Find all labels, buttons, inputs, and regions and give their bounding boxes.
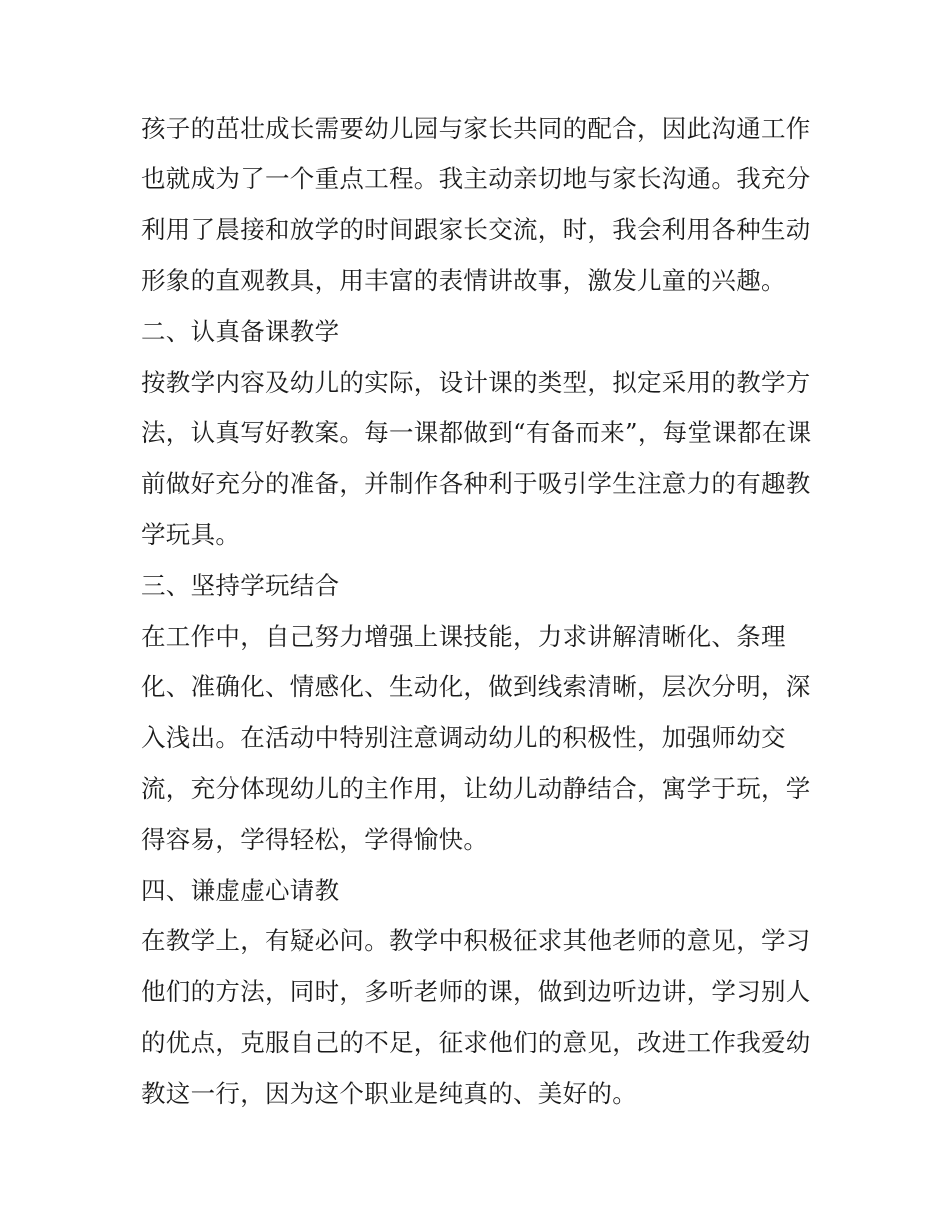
paragraph-line: 入浅出。在活动中特别注意调动幼儿的积极性，加强师幼交 [141,723,786,752]
paragraph-line: 利用了晨接和放学的时间跟家长交流，时，我会利用各种生动 [141,215,811,244]
paragraph-line: 他们的方法，同时，多听老师的课，做到边听边讲，学习别人 [141,977,811,1006]
paragraph-line: 得容易，学得轻松，学得愉快。 [141,825,489,854]
paragraph-line: 前做好充分的准备，并制作各种利于吸引学生注意力的有趣教 [141,469,811,498]
paragraph-line: 在教学上，有疑必问。教学中积极征求其他老师的意见，学习 [141,926,811,955]
paragraph-line: 在工作中，自己努力增强上课技能，力求讲解清晰化、条理 [141,622,786,651]
section-heading: 二、认真备课教学 [141,317,340,346]
paragraph-line: 按教学内容及幼儿的实际，设计课的类型，拟定采用的教学方 [141,368,811,397]
paragraph-line: 流，充分体现幼儿的主作用，让幼儿动静结合，寓学于玩，学 [141,774,811,803]
paragraph-line: 孩子的茁壮成长需要幼儿园与家长共同的配合，因此沟通工作 [141,114,811,143]
paragraph-line: 的优点，克服自己的不足，征求他们的意见，改进工作我爱幼 [141,1028,811,1057]
section-heading: 三、坚持学玩结合 [141,571,340,600]
section-heading: 四、谦虚虚心请教 [141,876,340,905]
paragraph-line: 也就成为了一个重点工程。我主动亲切地与家长沟通。我充分 [141,164,811,193]
paragraph-line: 法，认真写好教案。每一课都做到“有备而来”，每堂课都在课 [141,418,812,447]
paragraph-line: 教这一行，因为这个职业是纯真的、美好的。 [141,1079,637,1108]
paragraph-line: 形象的直观教具，用丰富的表情讲故事，激发儿童的兴趣。 [141,266,786,295]
paragraph-line: 化、准确化、情感化、生动化，做到线索清晰，层次分明，深 [141,672,811,701]
paragraph-line: 学玩具。 [141,520,241,549]
